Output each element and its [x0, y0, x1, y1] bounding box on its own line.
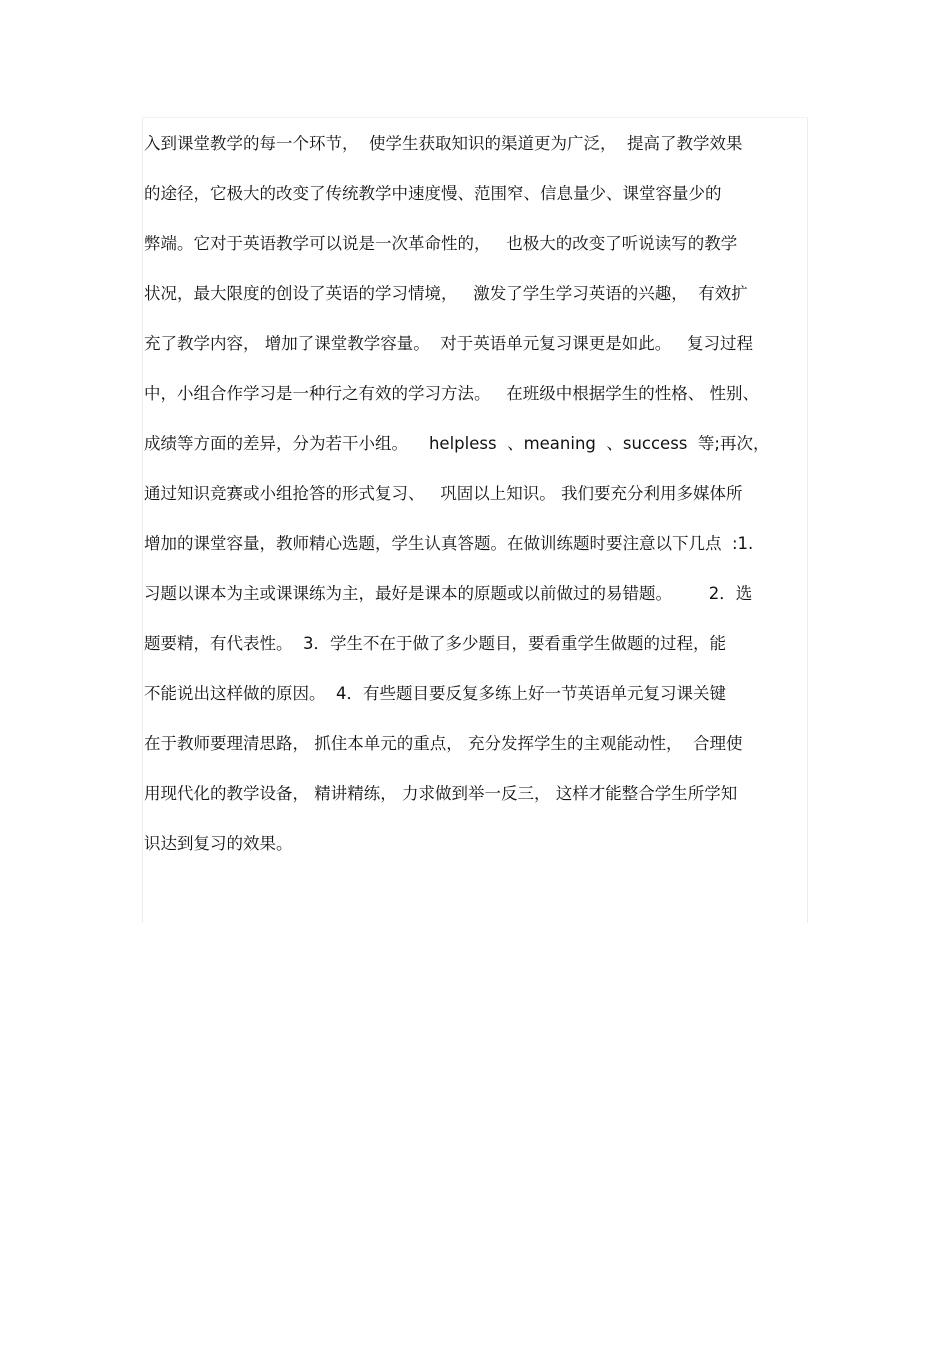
text-line: 增加的课堂容量，教师精心选题，学生认真答题。在做训练题时要注意以下几点 :1. — [144, 534, 754, 553]
text-line: 中，小组合作学习是一种行之有效的学习方法。 在班级中根据学生的性格、 性别、 — [144, 384, 759, 403]
text-line: 习题以课本为主或课课练为主，最好是课本的原题或以前做过的易错题。 2．选 — [144, 584, 753, 603]
text-line: 在于教师要理清思路， 抓住本单元的重点， 充分发挥学生的主观能动性， 合理使 — [144, 734, 743, 753]
text-line: 成绩等方面的差异，分为若干小组。 helpless 、meaning 、success 等;再次， — [144, 434, 770, 453]
text-line: 状况，最大限度的创设了英语的学习情境， 激发了学生学习英语的兴趣， 有效扩 — [144, 284, 748, 303]
text-line: 用现代化的教学设备， 精讲精练， 力求做到举一反三， 这样才能整合学生所学知 — [144, 784, 738, 803]
text-line: 识达到复习的效果。 — [144, 834, 293, 853]
text-line: 充了教学内容， 增加了课堂教学容量。 对于英语单元复习课更是如此。 复习过程 — [144, 334, 753, 353]
text-line: 通过知识竞赛或小组抢答的形式复习、 巩固以上知识。 我们要充分利用多媒体所 — [144, 484, 743, 503]
text-line: 不能说出这样做的原因。 4．有些题目要反复多练上好一节英语单元复习课关键 — [144, 684, 726, 703]
text-line: 入到课堂教学的每一个环节， 使学生获取知识的渠道更为广泛， 提高了教学效果 — [144, 134, 743, 153]
text-line: 题要精，有代表性。 3．学生不在于做了多少题目，要看重学生做题的过程，能 — [144, 634, 726, 653]
text-line: 弊端。它对于英语教学可以说是一次革命性的， 也极大的改变了听说读写的教学 — [144, 234, 738, 253]
text-line: 的途径，它极大的改变了传统教学中速度慢、范围窄、信息量少、课堂容量少的 — [144, 184, 722, 203]
document-body — [144, 130, 824, 880]
